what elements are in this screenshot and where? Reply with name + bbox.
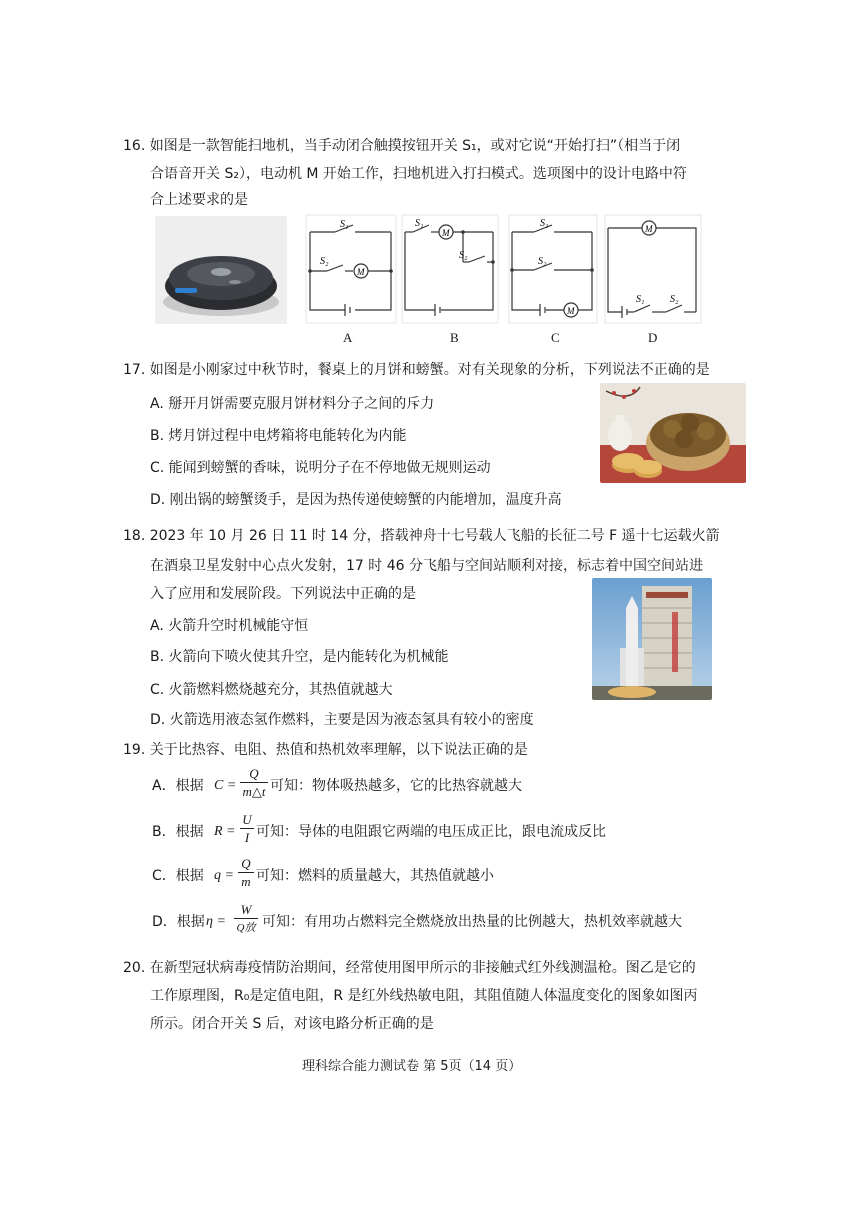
- circuit-a-diagram: [305, 214, 397, 324]
- q16-line-1: 16. 如图是一款智能扫地机，当手动闭合触摸按钮开关 S₁，或对它说“开始打扫”（相当于闭: [123, 138, 681, 154]
- svg-text:S₂: S₂: [670, 294, 679, 305]
- mooncake-crab-photo: [600, 383, 746, 483]
- q16-line-3: 合上述要求的是: [150, 192, 248, 208]
- q19-option-d-denominator: Q放: [234, 918, 258, 937]
- svg-text:S₁: S₁: [540, 218, 549, 229]
- svg-text:M: M: [645, 224, 653, 234]
- robot-vacuum-photo: [155, 216, 287, 324]
- q18-option-b: B. 火箭向下喷火使其升空，是内能转化为机械能: [150, 649, 449, 665]
- svg-text:M: M: [442, 228, 450, 238]
- q19-option-c-fraction: [238, 856, 254, 891]
- q18-line-3: 入了应用和发展阶段。下列说法中正确的是: [150, 586, 416, 602]
- option-label-a: A: [343, 330, 353, 345]
- q17-stem: 17. 如图是小刚家过中秋节时，餐桌上的月饼和螃蟹。对有关现象的分析，下列说法不正确的是: [123, 362, 710, 378]
- q17-option-c: C. 能闻到螃蟹的香味，说明分子在不停地做无规则运动: [150, 460, 491, 476]
- svg-text:S₁: S₁: [636, 294, 645, 305]
- q19-option-b-text: 可知：导体的电阻跟它两端的电压成正比，跟电流成反比: [256, 824, 606, 840]
- svg-text:S₂: S₂: [538, 256, 547, 267]
- q20-line-1: 20. 在新型冠状病毒疫情防治期间，经常使用图甲所示的非接触式红外线测温枪。图乙是它的: [123, 960, 696, 976]
- q17-option-a: A. 掰开月饼需要克服月饼材料分子之间的斥力: [150, 396, 435, 412]
- q19-option-a-variable: C =: [214, 778, 237, 793]
- q17-option-b: B. 烤月饼过程中电烤箱将电能转化为内能: [150, 428, 407, 444]
- q19-option-d-text: 可知：有用功占燃料完全燃烧放出热量的比例越大，热机效率就越大: [262, 914, 682, 930]
- q19-option-b-numerator: U: [242, 812, 252, 827]
- q19-option-b-prefix: B．根据: [152, 824, 204, 840]
- rocket-launch-photo: [592, 578, 712, 700]
- q19-option-d-numerator: W: [240, 902, 252, 917]
- q19-option-d-fraction: [234, 902, 258, 937]
- q19-option-c-prefix: C．根据: [152, 868, 204, 884]
- option-label-c: C: [551, 330, 560, 345]
- q16-line-2: 合语音开关 S₂），电动机 M 开始工作，扫地机进入打扫模式。选项图中的设计电路中符: [150, 166, 687, 182]
- q19-option-a-numerator: Q: [249, 766, 259, 781]
- svg-text:S₁: S₁: [415, 218, 424, 229]
- q19-option-d-prefix: D．根据: [152, 914, 205, 930]
- q19-option-b-fraction: [240, 812, 254, 847]
- q20-line-2: 工作原理图，R₀是定值电阻，R 是红外线热敏电阻，其阻值随人体温度变化的图象如图丙: [150, 988, 698, 1004]
- q18-line-1: 18. 2023 年 10 月 26 日 11 时 14 分，搭载神舟十七号载人飞船的长征二号 F 遥十七运载火箭: [123, 528, 720, 544]
- q19-option-d-variable: η =: [206, 914, 226, 929]
- q19-option-c-variable: q =: [214, 868, 234, 883]
- q19-option-a-fraction: [240, 766, 268, 801]
- q17-option-d: D. 刚出锅的螃蟹烫手，是因为热传递使螃蟹的内能增加，温度升高: [150, 492, 562, 508]
- circuit-d-diagram: [604, 214, 702, 324]
- q19-option-a-prefix: A．根据: [152, 778, 204, 794]
- option-label-d: D: [648, 330, 658, 345]
- option-label-b: B: [450, 330, 459, 345]
- circuit-c-diagram: [508, 214, 598, 324]
- q20-line-3: 所示。闭合开关 S 后，对该电路分析正确的是: [150, 1016, 434, 1032]
- svg-text:S₁: S₁: [340, 219, 349, 230]
- q18-line-2: 在酒泉卫星发射中心点火发射，17 时 46 分飞船与空间站顺利对接，标志着中国空间站进: [150, 558, 703, 574]
- q19-option-c-denominator: m: [238, 872, 254, 891]
- circuit-b-diagram: [401, 214, 499, 324]
- q19-option-b-denominator: I: [240, 828, 254, 847]
- q19-option-b-variable: R =: [214, 824, 236, 839]
- svg-text:S₂: S₂: [320, 256, 329, 267]
- q19-option-a-text: 可知：物体吸热越多，它的比热容就越大: [270, 778, 522, 794]
- page-footer: 理科综合能力测试卷 第 5页（14 页）: [302, 1059, 522, 1074]
- svg-text:M: M: [567, 306, 575, 316]
- q19-option-c-text: 可知：燃料的质量越大，其热值就越小: [256, 868, 494, 884]
- q18-option-a: A. 火箭升空时机械能守恒: [150, 618, 309, 634]
- q18-option-c: C. 火箭燃料燃烧越充分，其热值就越大: [150, 682, 393, 698]
- q18-option-d: D. 火箭选用液态氢作燃料，主要是因为液态氢具有较小的密度: [150, 712, 534, 728]
- q19-option-c-numerator: Q: [241, 856, 251, 871]
- q19-stem: 19. 关于比热容、电阻、热值和热机效率理解，以下说法正确的是: [123, 742, 528, 758]
- svg-text:M: M: [357, 267, 365, 277]
- svg-text:S₂: S₂: [459, 250, 468, 261]
- q19-option-a-denominator: m△t: [240, 782, 268, 801]
